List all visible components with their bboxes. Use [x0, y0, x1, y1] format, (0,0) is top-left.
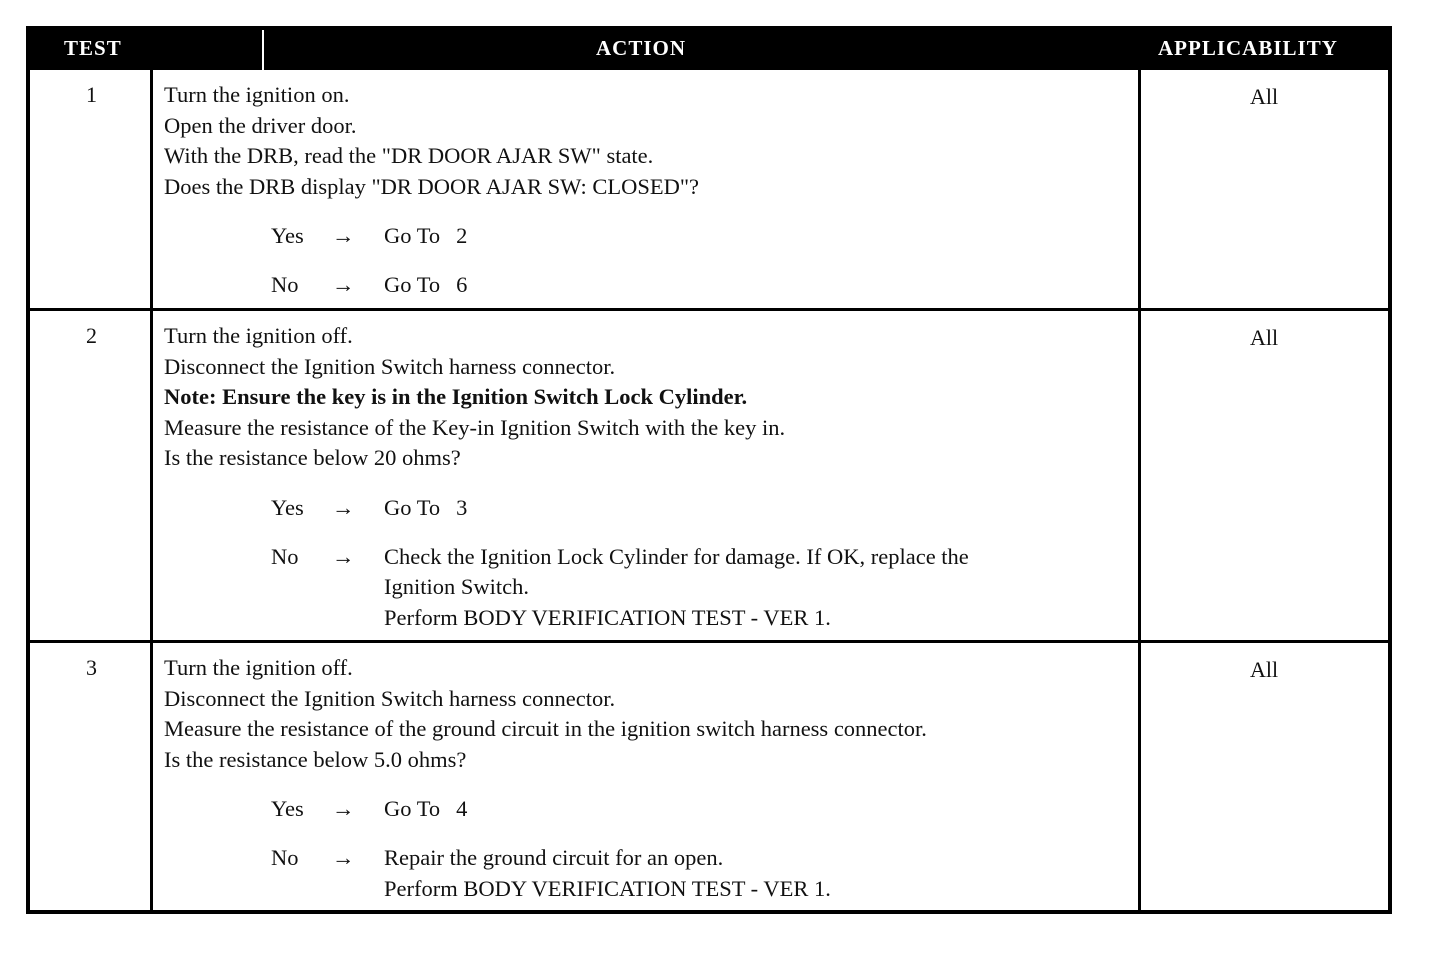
right-arrow-icon: → — [332, 223, 355, 248]
header-applicability: APPLICABILITY — [1158, 36, 1338, 60]
yes-label: Yes — [271, 223, 304, 248]
table-header — [30, 30, 1388, 70]
action-line: Measure the resistance of the Key-in Ignition Switch with the key in. — [164, 414, 786, 440]
goto-number: 4 — [456, 796, 468, 821]
yes-branch — [164, 794, 1134, 843]
no-label: No — [271, 543, 299, 569]
yes-label: Yes — [271, 796, 304, 821]
goto-label: Go To — [384, 272, 441, 297]
no-action-line: Perform BODY VERIFICATION TEST - VER 1. — [384, 875, 831, 901]
test-number: 2 — [86, 323, 97, 348]
no-branch — [164, 542, 1134, 634]
no-label: No — [271, 272, 299, 297]
no-action-text — [384, 843, 831, 904]
action-line: Open the driver door. — [164, 112, 357, 138]
no-branch — [164, 843, 1134, 905]
right-arrow-icon: → — [332, 494, 355, 520]
goto-text — [384, 794, 467, 825]
goto-number: 3 — [456, 494, 468, 520]
action-line: Disconnect the Ignition Switch harness connector. — [164, 685, 616, 711]
goto-text — [384, 270, 467, 301]
no-action-line: Repair the ground circuit for an open. — [384, 845, 724, 870]
goto-label: Go To — [384, 796, 441, 821]
diagnostic-table — [26, 26, 1392, 914]
action-cell — [164, 653, 1134, 905]
note-line: Note: Ensure the key is in the Ignition Switch Lock Cylinder. — [164, 384, 748, 409]
applicability-value: All — [1250, 325, 1279, 350]
header-test: TEST — [64, 36, 122, 60]
goto-label: Go To — [384, 494, 441, 520]
right-arrow-icon: → — [332, 845, 355, 870]
header-divider — [262, 30, 264, 70]
action-cell — [164, 80, 1134, 319]
goto-number: 2 — [456, 223, 468, 248]
test-number: 1 — [86, 82, 97, 107]
action-line: Is the resistance below 20 ohms? — [164, 445, 461, 470]
table-row — [30, 643, 1388, 914]
action-line: Disconnect the Ignition Switch harness connector. — [164, 353, 616, 379]
goto-label: Go To — [384, 223, 441, 248]
action-line: Turn the ignition off. — [164, 655, 353, 680]
test-number: 3 — [86, 655, 97, 680]
no-action-text — [384, 542, 969, 634]
right-arrow-icon: → — [332, 796, 355, 821]
goto-number: 6 — [456, 272, 468, 297]
no-action-line: Check the Ignition Lock Cylinder for damage. If OK, replace the — [384, 543, 969, 569]
action-line: Measure the resistance of the ground circuit in the ignition switch harness connector. — [164, 716, 927, 741]
header-action: ACTION — [596, 36, 687, 60]
action-line: Turn the ignition on. — [164, 82, 350, 107]
action-cell — [164, 321, 1134, 634]
applicability-value: All — [1250, 84, 1279, 109]
yes-label: Yes — [271, 494, 304, 520]
action-line: With the DRB, read the "DR DOOR AJAR SW" state. — [164, 143, 654, 168]
table-row — [30, 70, 1388, 308]
goto-text — [384, 493, 467, 524]
right-arrow-icon: → — [332, 272, 355, 297]
no-action-line: Perform BODY VERIFICATION TEST - VER 1. — [384, 604, 831, 630]
action-line: Is the resistance below 5.0 ohms? — [164, 746, 467, 772]
no-label: No — [271, 845, 299, 870]
action-line: Turn the ignition off. — [164, 323, 353, 348]
right-arrow-icon: → — [332, 543, 355, 569]
action-line: Does the DRB display "DR DOOR AJAR SW: CLOSED"? — [164, 173, 700, 199]
applicability-value: All — [1250, 657, 1279, 682]
yes-branch — [164, 221, 1134, 270]
no-action-line: Ignition Switch. — [384, 574, 529, 599]
goto-text — [384, 221, 467, 252]
table-row — [30, 311, 1388, 640]
yes-branch — [164, 493, 1134, 542]
